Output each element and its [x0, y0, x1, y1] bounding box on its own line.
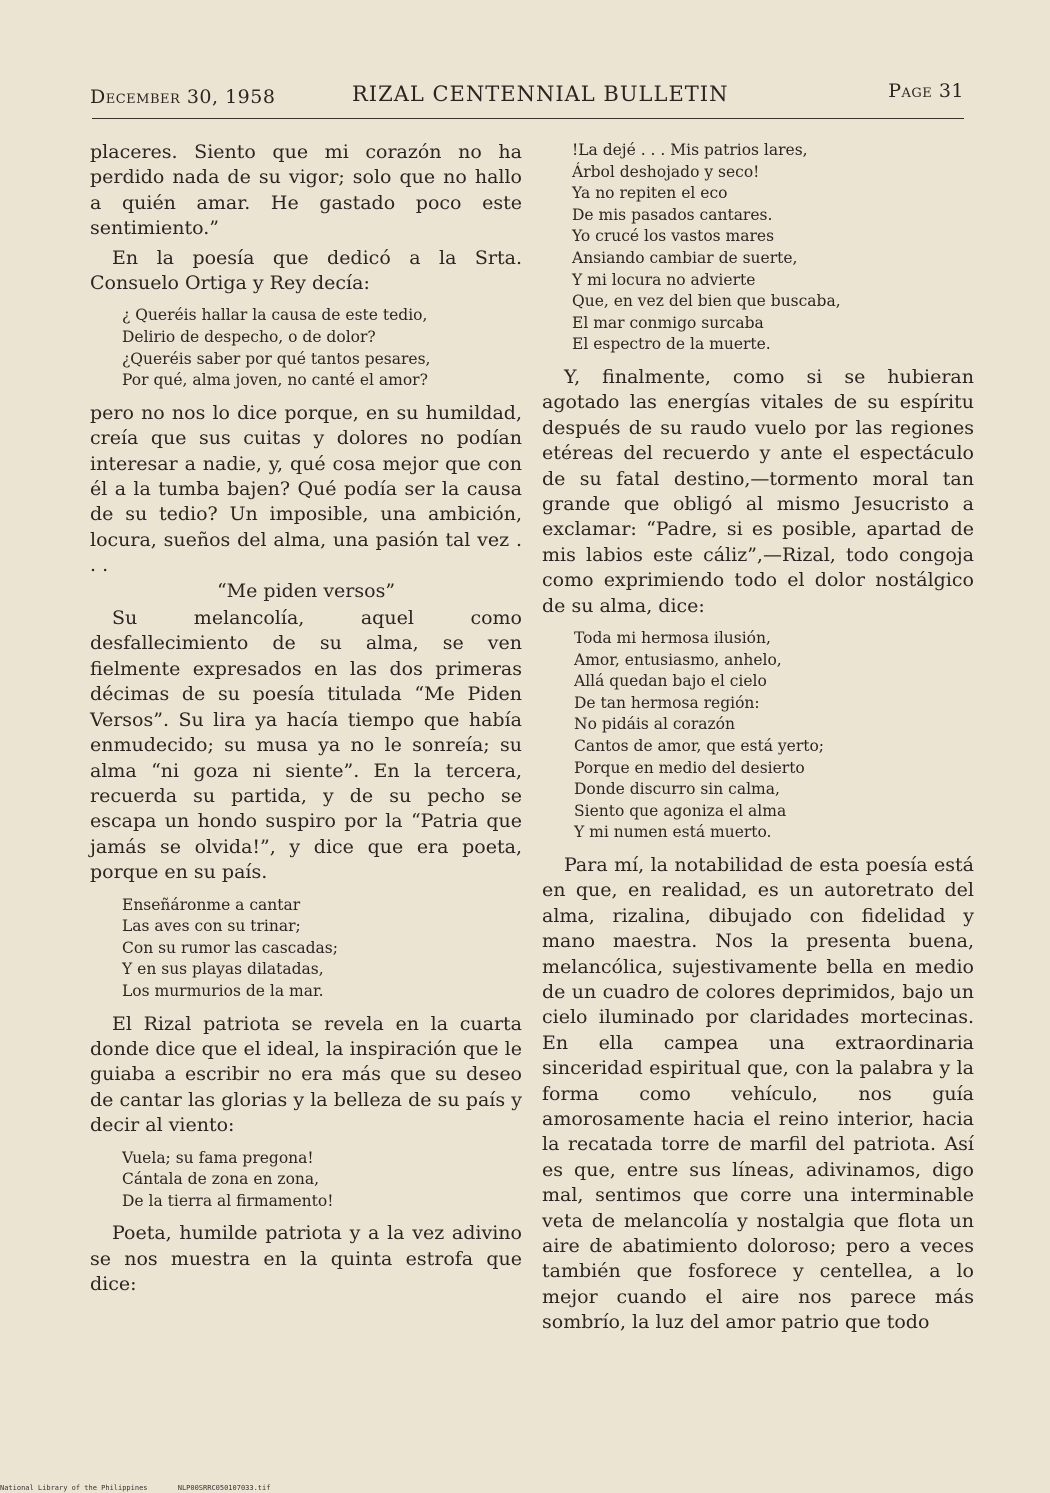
- verse-line: De tan hermosa región:: [574, 693, 760, 712]
- paragraph: En la poesía que dedicó a la Srta. Consuelo Ortiga y Rey decía:: [90, 246, 522, 295]
- scan-filename: NLP00SRRC050107033.tif: [177, 1484, 271, 1492]
- verse-stanza: [572, 140, 974, 356]
- verse-line: Que, en vez del bien que buscaba,: [572, 292, 841, 311]
- header-rule: [92, 118, 964, 119]
- paragraph: Su melancolía, aquel como desfallecimiento de su alma, se ven fielmente expresados en las dos primeras décimas de su poesía titulada “Me Piden Versos”. Su lira ya hacía tiempo que había enmudecido; su musa ya no le sonreía; su alma “ni goza ni siente”. En la tercera, recuerda su partida, y de su pecho se escapa un hondo suspiro por la “Patria que jamás se olvida!”, y dice que era poeta, porque en su país.: [90, 607, 522, 884]
- verse-line: Yo crucé los vastos mares: [572, 227, 775, 246]
- verse-line: Allá quedan bajo el cielo: [574, 672, 767, 691]
- verse-line: De la tierra al firmamento!: [122, 1191, 334, 1210]
- verse-line: Las aves con su trinar;: [122, 917, 301, 936]
- verse-line: Siento que agoniza el alma: [574, 801, 787, 820]
- scan-footer: [0, 1484, 296, 1492]
- page-number: Page 31: [888, 80, 964, 102]
- verse-line: Enseñáronme a cantar: [122, 895, 301, 914]
- verse-line: Amor, entusiasmo, anhelo,: [574, 650, 782, 669]
- verse-line: Porque en medio del desierto: [574, 758, 805, 777]
- verse-line: !La dejé . . . Mis patrios lares,: [572, 141, 808, 159]
- paragraph: Poeta, humilde patriota y a la vez adivino se nos muestra en la quinta estrofa que dice:: [90, 1222, 522, 1296]
- verse-line: El mar conmigo surcaba: [572, 313, 764, 332]
- verse-line: Delirio de despecho, o de dolor?: [122, 328, 376, 347]
- verse-line: ¿Queréis saber por qué tantos pesares,: [122, 349, 431, 368]
- verse-line: Con su rumor las cascadas;: [122, 938, 338, 957]
- right-column: [542, 140, 974, 1336]
- verse-line: Toda mi hermosa ilusión,: [574, 629, 771, 647]
- verse-stanza: [574, 628, 974, 844]
- verse-line: Por qué, alma joven, no canté el amor?: [122, 371, 428, 390]
- section-heading: “Me piden versos”: [216, 579, 396, 602]
- verse-line: ¿ Queréis hallar la causa de este tedio,: [122, 306, 428, 325]
- header-date: December 30, 1958: [90, 86, 276, 108]
- verse-line: Árbol deshojado y seco!: [572, 162, 760, 181]
- verse-line: No pidáis al corazón: [574, 715, 735, 734]
- left-column: [90, 140, 522, 1298]
- paragraph: El Rizal patriota se revela en la cuarta donde dice que el ideal, la inspiración que le guiaba a escribir no era más que su deseo de cantar las glorias y la belleza de su país y decir al viento:: [90, 1012, 522, 1137]
- paragraph: placeres. Siento que mi corazón no ha perdido nada de su vigor; solo que no hallo a quién amar. He gastado poco este sentimiento.”: [90, 141, 522, 240]
- verse-stanza: [122, 1148, 522, 1213]
- verse-line: Cantos de amor, que está yerto;: [574, 736, 825, 755]
- verse-line: Ya no repiten el eco: [572, 184, 728, 203]
- verse-line: Vuela; su fama pregona!: [122, 1148, 314, 1167]
- verse-stanza: [122, 895, 522, 1003]
- verse-line: De mis pasados cantares.: [572, 205, 773, 224]
- verse-line: Cántala de zona en zona,: [122, 1170, 320, 1189]
- verse-stanza: [122, 305, 522, 391]
- bulletin-title: RIZAL CENTENNIAL BULLETIN: [352, 82, 729, 106]
- paragraph: pero no nos lo dice porque, en su humildad, creía que sus cuitas y dolores no podían interesar a nadie, y, qué cosa mejor que con él a la tumba bajen? Qué podía ser la causa de su tedio? Un imposible, una ambición, locura, sueños del alma, una pasión tal vez . . .: [90, 401, 522, 577]
- verse-line: Y en sus playas dilatadas,: [122, 960, 324, 979]
- paragraph: Y, finalmente, como si se hubieran agotado las energías vitales de su espíritu después de su raudo vuelo por las regiones etéreas del recuerdo y ante el espectáculo de su fatal destino,—tormento moral tan grande que obligó al mismo Jesucristo a exclamar: “Padre, si es posible, apartad de mis labios este cáliz”,—Rizal, todo congoja como exprimiendo todo el dolor nostálgico de su alma, dice:: [542, 365, 974, 617]
- verse-line: El espectro de la muerte.: [572, 335, 771, 354]
- verse-line: Donde discurro sin calma,: [574, 780, 780, 799]
- library-credit: National Library of the Philippines: [0, 1484, 148, 1492]
- verse-line: Y mi numen está muerto.: [574, 823, 772, 842]
- verse-line: Ansiando cambiar de suerte,: [572, 248, 798, 267]
- verse-line: Y mi locura no advierte: [572, 270, 756, 289]
- running-header: [90, 78, 964, 112]
- verse-line: Los murmurios de la mar.: [122, 981, 324, 1000]
- paragraph: Para mí, la notabilidad de esta poesía está en que, en realidad, es un autoretrato del alma, rizalina, dibujado con fidelidad y mano maestra. Nos la presenta buena, melancólica, sujestivamente bella en medio de un cuadro de colores deprimidos, bajo un cielo iluminado por claridades mortecinas. En ella campea una extraordinaria sinceridad espiritual que, con la palabra y la forma como vehículo, nos guía amorosamente hacia el reino interior, hacia la recatada torre de marfil del patriota. Así es que, entre sus líneas, adivinamos, digo mal, sentimos que corre una interminable veta de melancolía y nostalgia que flota un aire de abatimiento doloroso; pero a veces también que fosforece y centellea, a lo mejor cuando el aire nos parece más sombrío, la luz del amor patrio que todo: [542, 853, 974, 1334]
